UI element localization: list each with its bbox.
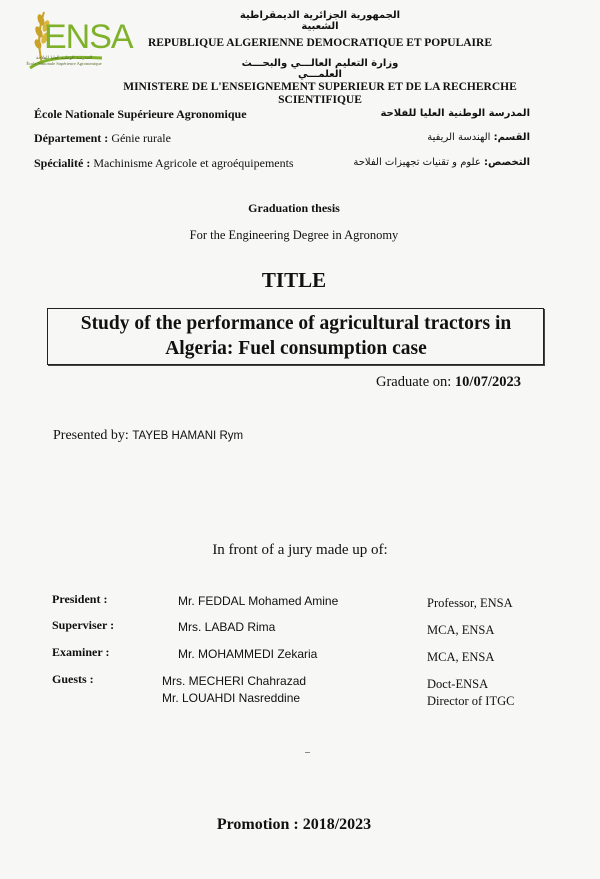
guest-name: Mrs. MECHERI Chahrazad [162,674,307,688]
thesis-type: Graduation thesis [248,201,340,215]
logo-text: ENSA [44,18,133,56]
department-value: Génie rurale [111,131,171,145]
ministry-heading: MINISTERE DE L'ENSEIGNEMENT SUPERIEUR ET DE LA RECHERCHE SCIENTIFIQUE [123,81,517,106]
student-name: TAYEB HAMANI Rym [132,430,244,442]
department-ar: القسم: الهندسة الريفية [427,132,530,143]
jury-name-supervisor: Mrs. LABAD Rima [178,620,276,634]
jury-names-guests [162,673,306,707]
thesis-title: Study of the performance of agricultural tractors in Algeria: Fuel consumption case [80,313,512,359]
republic-heading: REPUBLIQUE ALGERIENNE DEMOCRATIQUE ET POPULAIRE [148,37,492,49]
jury-positions-guests [427,676,514,710]
school-name-fr: École Nationale Supérieure Agronomique [34,107,247,121]
guest-position: Director of ITGC [427,694,515,708]
specialty-fr [34,156,294,171]
department-label: Département : [34,131,109,145]
specialty-value: Machinisme Agricole et agroéquipements [93,156,294,170]
jury-heading: In front of a jury made up of: [212,542,388,558]
presented-by: Presented by: TAYEB HAMANI Rym [53,428,244,443]
jury-position-supervisor: MCA, ENSA [427,623,495,637]
jury-role-guests: Guests : [52,672,94,686]
school-name-ar: المدرسة الوطنية العليا للفلاحة [380,108,530,119]
jury-position-examiner: MCA, ENSA [427,650,495,664]
arabic-ministry-heading: وزارة التعليم العالـــي والبحـــث العلمـــي [241,58,399,80]
jury-name-examiner: Mr. MOHAMMEDI Zekaria [178,647,318,661]
jury-role-supervisor: Superviser : [52,618,115,632]
promotion: Promotion : 2018/2023 [216,816,372,833]
arabic-republic-heading: الجمهورية الجزائرية الديمقراطية الشعبية [239,10,401,32]
jury-role-examiner: Examiner : [52,645,110,659]
guest-position: Doct-ENSA [427,677,489,691]
scan-mark [305,752,310,753]
specialty-label: Spécialité : [34,156,91,170]
jury-role-president: President : [52,592,108,606]
logo-tagline: المدرسة الوطنية العليا للفلاحة École Nationale Supérieure Agronomique [26,56,102,66]
degree-line: For the Engineering Degree in Agronomy [189,228,399,242]
graduation-date: Graduate on: 10/07/2023 [376,374,521,390]
jury-name-president: Mr. FEDDAL Mohamed Amine [178,594,339,608]
jury-position-president: Professor, ENSA [427,596,513,610]
department-fr [34,131,171,146]
specialty-ar: التخصص: علوم و تقنيات تجهيزات الفلاحة [353,157,530,168]
title-heading: TITLE [261,268,327,292]
guest-name: Mr. LOUAHDI Nasreddine [162,691,301,705]
